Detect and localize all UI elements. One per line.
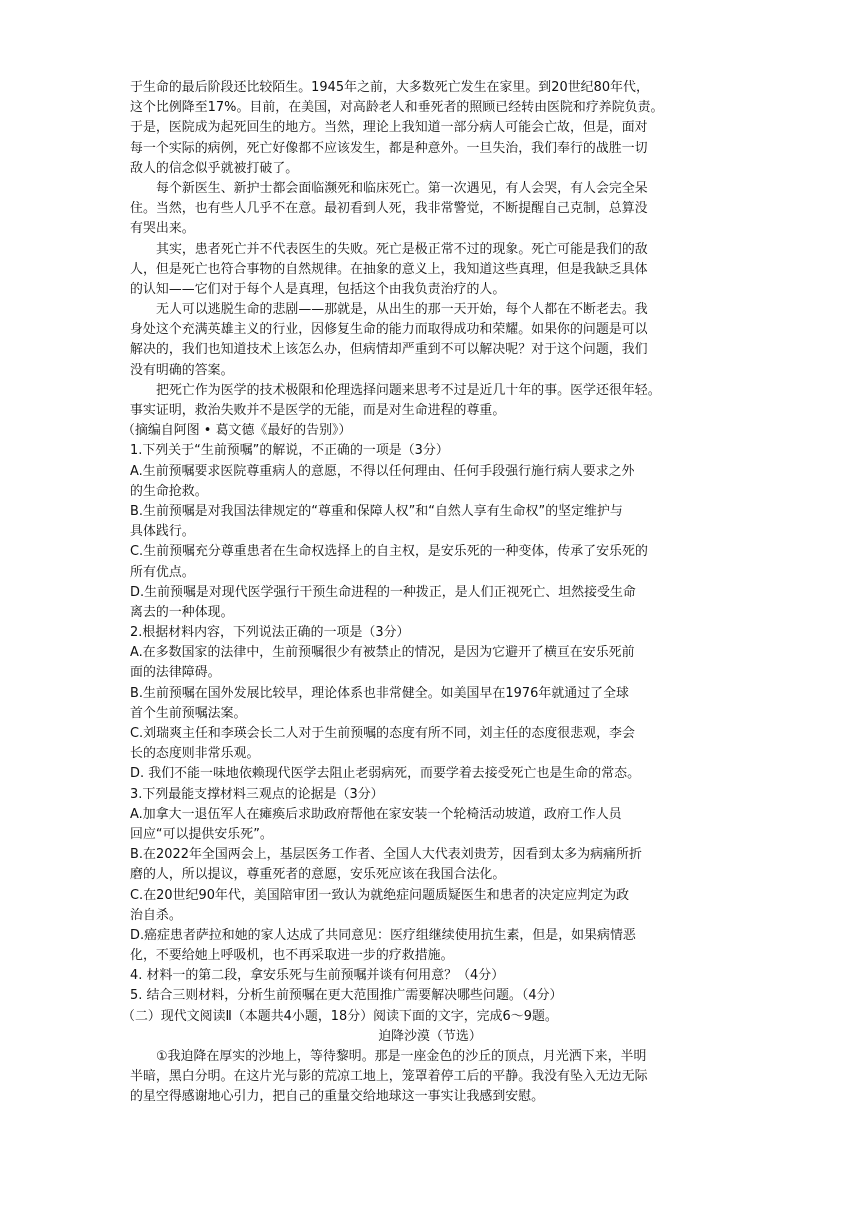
text-line: 于是，医院成为起死回生的地方。当然，理论上我知道一部分病人可能会亡故，但是，面对 [130, 120, 648, 136]
option-line: C.在20世纪90年代，美国陪审团一致认为就绝症问题质疑医生和患者的决定应判定为政 [130, 887, 630, 903]
option-line: D. 我们不能一味地依赖现代医学去阻止老弱病死，而要学着去接受死亡也是生命的常态。 [130, 766, 641, 782]
question-2: 2.根据材料内容，下列说法正确的一项是（3分） [130, 625, 410, 641]
question-1: 1.下列关于“生前预嘱”的解说，不正确的一项是（3分） [130, 443, 449, 459]
text-line: 半暗，黑白分明。在这片光与影的荒凉工地上，笼罩着停工后的平静。我没有坠入无边无际 [130, 1069, 648, 1085]
text-line: 的认知——它们对于每个人是真理，包括这个由我负责治疗的人。 [130, 281, 506, 297]
section-heading: （二）现代文阅读Ⅱ（本题共4小题，18分）阅读下面的文字，完成6～9题。 [122, 1008, 558, 1024]
option-line: 具体践行。 [130, 524, 195, 540]
option-line: A.在多数国家的法律中，生前预嘱很少有被禁止的情况，是因为它避开了横亘在安乐死前 [130, 645, 635, 661]
paragraph-start: 其实，患者死亡并不代表医生的失败。死亡是极正常不过的现象。死亡可能是我们的敌 [156, 241, 648, 257]
text-line: 没有明确的答案。 [130, 362, 234, 378]
text-line: 事实证明，救治失败并不是医学的无能，而是对生命进程的尊重。 [130, 403, 506, 418]
source-citation: （摘编自阿图 • 葛文德《最好的告别》） [122, 423, 352, 439]
option-line: 面的法律障碍。 [130, 665, 221, 681]
option-line: 回应“可以提供安乐死”。 [130, 826, 273, 842]
option-line: 磨的人，所以提议，尊重死者的意愿，安乐死应该在我国合法化。 [130, 867, 506, 883]
text-line: 敌人的信念似乎就被打破了。 [130, 160, 299, 176]
text-line: 身处这个充满英雄主义的行业，因修复生命的能力而取得成功和荣耀。如果你的问题是可以 [130, 322, 648, 338]
text-line: 解决的，我们也知道技术上该怎么办，但病情却严重到不可以解决呢？对于这个问题，我们 [130, 342, 648, 358]
option-line: 治自杀。 [130, 907, 182, 923]
option-line: 首个生前预嘱法案。 [130, 705, 247, 721]
paragraph-start: 每个新医生、新护士都会面临濒死和临床死亡。第一次遇见，有人会哭，有人会完全呆 [156, 180, 648, 196]
option-line: D.癌症患者萨拉和她的家人达成了共同意见：医疗组继续使用抗生素，但是，如果病情恶 [130, 927, 636, 943]
option-line: A.加拿大一退伍军人在瘫痪后求助政府帮他在家安装一个轮椅活动坡道，政府工作人员 [130, 806, 622, 822]
option-line: B.生前预嘱在国外发展比较早，理论体系也非常健全。如美国早在1976年就通过了全球 [130, 685, 629, 701]
option-line: C.生前预嘱充分尊重患者在生命权选择上的自主权，是安乐死的一种变体，传承了安乐死的 [130, 544, 648, 560]
option-line: D.生前预嘱是对现代医学强行干预生命进程的一种拨正，是人们正视死亡、坦然接受生命 [130, 584, 636, 600]
paragraph-start: 把死亡作为医学的技术极限和伦理选择问题来思考不过是近几十年的事。医学还很年轻。 [156, 382, 661, 398]
text-line: 有哭出来。 [130, 221, 195, 237]
document-page [122, 78, 730, 1108]
question-3: 3.下列最能支撑材料三观点的论据是（3分） [130, 786, 384, 802]
option-line: A.生前预嘱要求医院尊重病人的意愿，不得以任何理由、任何手段强行施行病人要求之外 [130, 463, 635, 479]
text-line: 每一个实际的病例，死亡好像都不应该发生，都是种意外。一旦失治，我们奉行的战胜一切 [130, 140, 648, 156]
paragraph-start: ①我迫降在厚实的沙地上，等待黎明。那是一座金色的沙丘的顶点，月光洒下来，半明 [156, 1049, 647, 1064]
option-line: B.生前预嘱是对我国法律规定的“尊重和保障人权”和“自然人享有生命权”的坚定维护与 [130, 503, 623, 519]
text-line: 人，但是死亡也符合事物的自然规律。在抽象的意义上，我知道这些真理，但是我缺乏具体 [130, 261, 648, 277]
article-title: 迫降沙漠（节选） [378, 1028, 482, 1044]
text-line: 这个比例降至17%。目前，在美国，对高龄老人和垂死者的照顾已经转由医院和疗养院负责。 [130, 100, 664, 116]
question-4: 4. 材料一的第二段，拿安乐死与生前预嘱并谈有何用意？（4分） [130, 968, 505, 984]
option-line: 的生命抢救。 [130, 483, 208, 499]
option-line: B.在2022年全国两会上，基层医务工作者、全国人大代表刘贵芳，因看到太多为病痛所折 [130, 847, 642, 863]
text-line: 的星空得感谢地心引力，把自己的重量交给地球这一事实让我感到安慰。 [130, 1089, 545, 1105]
option-line: 离去的一种体现。 [130, 604, 234, 620]
option-line: C.刘瑞爽主任和李瑛会长二人对于生前预嘱的态度有所不同，刘主任的态度很悲观，李会 [130, 726, 635, 741]
text-line: 于生命的最后阶段还比较陌生。1945年之前，大多数死亡发生在家里。到20世纪80年代， [130, 80, 649, 95]
option-line: 所有优点。 [130, 564, 195, 580]
option-line: 长的态度则非常乐观。 [130, 746, 260, 762]
question-5: 5. 结合三则材料，分析生前预嘱在更大范围推广需要解决哪些问题。（4分） [130, 988, 563, 1004]
paragraph-start: 无人可以逃脱生命的悲剧——那就是，从出生的那一天开始，每个人都在不断老去。我 [156, 302, 648, 318]
option-line: 化，不要给她上呼吸机，也不再采取进一步的疗救措施。 [130, 948, 454, 964]
text-line: 住。当然，也有些人几乎不在意。最初看到人死，我非常警觉，不断提醒自己克制，总算没 [130, 201, 648, 217]
